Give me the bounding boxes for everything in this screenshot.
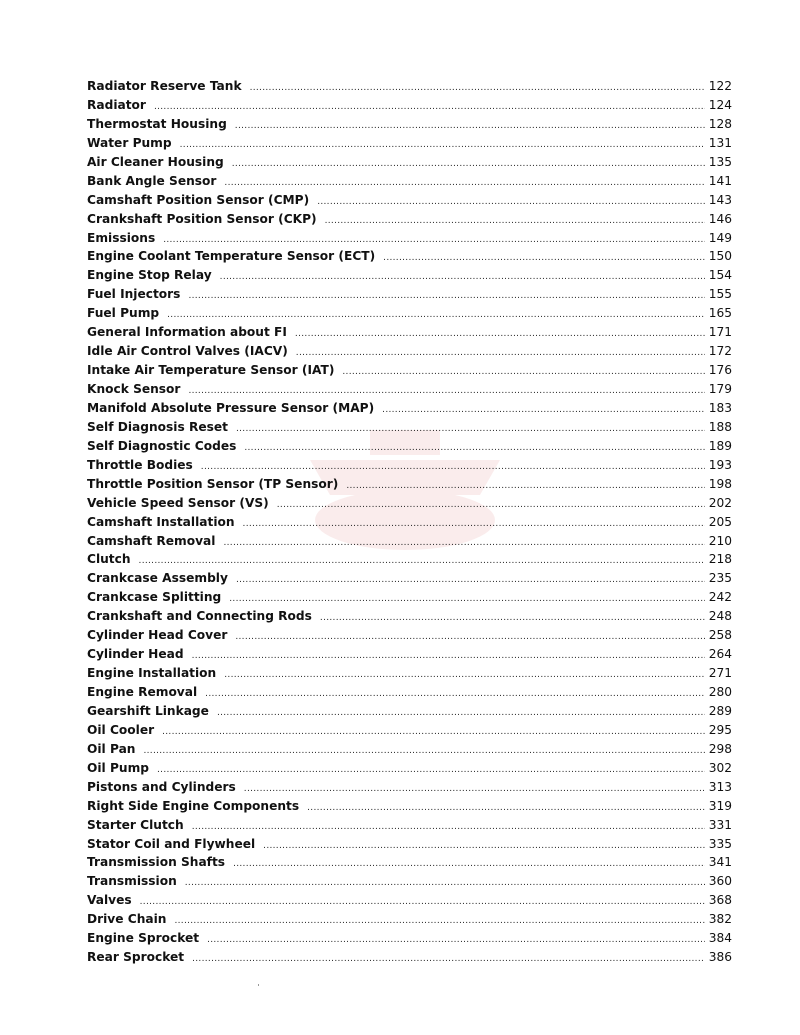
toc-entry-page: 193 [708, 457, 732, 472]
toc-entry[interactable] [87, 666, 732, 685]
toc-entry-title: Radiator Reserve Tank [87, 79, 242, 93]
dot-leader [167, 310, 705, 320]
dot-leader [233, 859, 705, 869]
toc-entry-page: 382 [708, 912, 732, 927]
dot-leader [325, 216, 705, 226]
toc-entry-title: Crankcase Assembly [87, 571, 228, 586]
toc-entry[interactable] [87, 496, 732, 515]
toc-entry-page: 386 [708, 950, 732, 965]
toc-entry-title: Vehicle Speed Sensor (VS) [87, 495, 269, 510]
toc-entry[interactable] [87, 647, 732, 666]
toc-entry-page: 146 [708, 211, 732, 226]
toc-entry[interactable] [87, 893, 732, 912]
dot-leader [236, 424, 705, 434]
toc-entry-page: 335 [708, 836, 732, 851]
toc-entry-title: Bank Angle Sensor [87, 173, 217, 188]
toc-entry-page: 368 [708, 893, 732, 908]
toc-entry[interactable] [87, 799, 732, 818]
toc-entry-title: Transmission [87, 874, 177, 889]
toc-entry-page: 218 [708, 552, 732, 567]
toc-entry-title: Engine Coolant Temperature Sensor (ECT) [87, 249, 376, 264]
toc-entry[interactable] [87, 628, 732, 647]
dot-leader [317, 197, 705, 207]
toc-entry[interactable] [87, 458, 732, 477]
dot-leader [224, 178, 704, 188]
toc-entry-title: Intake Air Temperature Sensor (IAT) [87, 363, 335, 378]
toc-entry-title: Crankcase Splitting [87, 590, 222, 605]
dot-leader [180, 140, 705, 150]
toc-entry-title: Throttle Bodies [87, 457, 193, 472]
toc-entry-page: 128 [708, 116, 732, 131]
toc-entry-title: Drive Chain [87, 912, 167, 927]
dot-leader [220, 272, 705, 282]
dot-leader [382, 405, 705, 415]
dot-leader [154, 102, 705, 112]
dot-leader [232, 159, 705, 169]
toc-entry[interactable] [87, 382, 732, 401]
toc-entry-title: Manifold Absolute Pressure Sensor (MAP) [87, 400, 375, 415]
toc-entry[interactable] [87, 249, 732, 268]
toc-entry-page: 242 [708, 590, 732, 605]
toc-entry[interactable] [87, 477, 732, 496]
toc-entry[interactable] [87, 231, 732, 250]
toc-entry-title: Fuel Pump [87, 306, 160, 321]
dot-leader [205, 689, 705, 699]
toc-entry-page: 122 [708, 79, 732, 93]
toc-entry-page: 176 [708, 363, 732, 378]
toc-entry-page: 235 [708, 571, 732, 586]
toc-entry-title: Emissions [87, 230, 156, 245]
toc-entry-title: Idle Air Control Valves (IACV) [87, 344, 288, 359]
dot-leader [188, 291, 704, 301]
toc-entry-title: Cylinder Head [87, 647, 184, 662]
toc-entry[interactable] [87, 325, 732, 344]
dot-leader [224, 670, 704, 680]
toc-entry[interactable] [87, 193, 732, 212]
toc-entry-page: 183 [708, 400, 732, 415]
toc-entry-title: Engine Removal [87, 685, 198, 699]
toc-entry-title: Camshaft Installation [87, 514, 235, 529]
toc-entry-page: 143 [708, 192, 732, 207]
toc-entry-title: Crankshaft and Connecting Rods [87, 609, 312, 624]
toc-entry-page: 319 [708, 798, 732, 813]
toc-entry[interactable] [87, 874, 732, 893]
toc-entry-title: Clutch [87, 552, 131, 567]
toc-entry-title: Camshaft Position Sensor (CMP) [87, 192, 310, 207]
toc-entry-page: 341 [708, 855, 732, 870]
toc-entry-title: Self Diagnostic Codes [87, 438, 237, 453]
toc-entry[interactable] [87, 155, 732, 174]
toc-entry-page: 171 [708, 325, 732, 340]
toc-entry-page: 188 [708, 419, 732, 434]
toc-entry[interactable] [87, 723, 732, 742]
toc-entry-title: Knock Sensor [87, 382, 181, 396]
toc-entry[interactable] [87, 742, 732, 761]
dot-leader [346, 481, 704, 491]
toc-entry[interactable] [87, 439, 732, 458]
scan-speck [258, 984, 259, 986]
toc-entry-page: 179 [708, 382, 732, 396]
toc-entry[interactable] [87, 912, 732, 931]
dot-leader [188, 386, 704, 396]
dot-leader [139, 556, 705, 566]
dot-leader [295, 329, 705, 339]
toc-entry[interactable] [87, 212, 732, 231]
toc-entry-title: Throttle Position Sensor (TP Sensor) [87, 476, 339, 491]
dot-leader [277, 500, 705, 510]
toc-entry-page: 141 [708, 173, 732, 188]
toc-entry[interactable] [87, 401, 732, 420]
toc-entry[interactable] [87, 287, 732, 306]
toc-entry[interactable] [87, 306, 732, 325]
toc-entry-page: 331 [708, 817, 732, 832]
dot-leader [157, 765, 705, 775]
toc-entry-page: 313 [708, 779, 732, 794]
toc-entry[interactable] [87, 79, 732, 98]
toc-entry-title: Engine Stop Relay [87, 268, 212, 283]
toc-entry[interactable] [87, 552, 732, 571]
toc-entry[interactable] [87, 685, 732, 704]
dot-leader [342, 367, 704, 377]
toc-entry[interactable] [87, 704, 732, 723]
dot-leader [140, 897, 705, 907]
toc-entry-page: 131 [708, 135, 732, 150]
toc-entry[interactable] [87, 950, 732, 969]
toc-entry-page: 384 [708, 931, 732, 946]
toc-entry-page: 258 [708, 628, 732, 643]
toc-entry-page: 149 [708, 230, 732, 245]
toc-entry[interactable] [87, 174, 732, 193]
toc-entry[interactable] [87, 534, 732, 553]
toc-entry-page: 155 [708, 287, 732, 302]
toc-entry[interactable] [87, 818, 732, 837]
toc-entry-page: 248 [708, 609, 732, 624]
toc-entry-title: Crankshaft Position Sensor (CKP) [87, 211, 317, 226]
toc-entry-title: Engine Sprocket [87, 931, 200, 946]
toc-entry-title: Valves [87, 893, 132, 908]
toc-entry-title: General Information about FI [87, 325, 287, 340]
dot-leader [235, 121, 705, 131]
dot-leader [217, 708, 705, 718]
toc-entry-page: 205 [708, 514, 732, 529]
toc-entry-page: 198 [708, 476, 732, 491]
toc-entry-page: 154 [708, 268, 732, 283]
toc-entry-title: Starter Clutch [87, 817, 184, 832]
toc-entry-title: Water Pump [87, 135, 172, 150]
toc-entry-title: Engine Installation [87, 666, 217, 681]
dot-leader [307, 803, 705, 813]
dot-leader [207, 935, 705, 945]
toc-entry-page: 280 [708, 685, 732, 699]
dot-leader [192, 822, 705, 832]
toc-entry-page: 264 [708, 647, 732, 662]
dot-leader [243, 519, 705, 529]
toc-entry-title: Right Side Engine Components [87, 798, 300, 813]
toc-entry-title: Self Diagnosis Reset [87, 419, 228, 434]
dot-leader [320, 613, 705, 623]
toc-entry-title: Oil Pump [87, 760, 149, 775]
toc-entry-title: Stator Coil and Flywheel [87, 836, 256, 851]
toc-entry-title: Rear Sprocket [87, 950, 185, 965]
toc-entry-page: 165 [708, 306, 732, 321]
toc-entry[interactable] [87, 761, 732, 780]
toc-entry-page: 210 [708, 533, 732, 548]
toc-entry[interactable] [87, 268, 732, 287]
toc-entry-title: Cylinder Head Cover [87, 628, 228, 643]
toc-entry[interactable] [87, 590, 732, 609]
toc-entry[interactable] [87, 117, 732, 136]
toc-entry-page: 189 [708, 438, 732, 453]
toc-entry[interactable] [87, 363, 732, 382]
dot-leader [163, 235, 705, 245]
dot-leader [250, 83, 705, 93]
dot-leader [244, 443, 704, 453]
dot-leader [143, 746, 704, 756]
toc-entry-page: 172 [708, 344, 732, 359]
toc-entry[interactable] [87, 837, 732, 856]
toc-entry-page: 271 [708, 666, 732, 681]
dot-leader [185, 878, 705, 888]
dot-leader [263, 841, 705, 851]
toc-entry-title: Air Cleaner Housing [87, 154, 224, 169]
toc-entry-title: Pistons and Cylinders [87, 779, 236, 794]
toc-entry-page: 302 [708, 760, 732, 775]
toc-entry-page: 298 [708, 741, 732, 756]
toc-entry[interactable] [87, 855, 732, 874]
toc-entry-title: Oil Cooler [87, 722, 155, 737]
dot-leader [236, 575, 705, 585]
toc-entry-title: Camshaft Removal [87, 533, 216, 548]
dot-leader [223, 538, 704, 548]
table-of-contents [87, 79, 732, 969]
toc-entry[interactable] [87, 420, 732, 439]
toc-entry-title: Transmission Shafts [87, 855, 226, 870]
toc-entry[interactable] [87, 136, 732, 155]
dot-leader [174, 916, 704, 926]
toc-entry-page: 150 [708, 249, 732, 264]
toc-entry-title: Thermostat Housing [87, 116, 227, 131]
toc-entry-title: Radiator [87, 97, 146, 112]
dot-leader [244, 784, 705, 794]
toc-entry[interactable] [87, 344, 732, 363]
dot-leader [192, 651, 705, 661]
dot-leader [229, 594, 704, 604]
dot-leader [235, 632, 704, 642]
dot-leader [192, 954, 705, 964]
toc-entry-page: 360 [708, 874, 732, 889]
toc-entry[interactable] [87, 931, 732, 950]
toc-entry[interactable] [87, 780, 732, 799]
dot-leader [296, 348, 705, 358]
toc-entry[interactable] [87, 515, 732, 534]
toc-entry[interactable] [87, 609, 732, 628]
toc-entry-title: Oil Pan [87, 741, 136, 756]
toc-entry-page: 295 [708, 722, 732, 737]
toc-entry-title: Gearshift Linkage [87, 703, 209, 718]
toc-entry-page: 124 [708, 97, 732, 112]
toc-entry[interactable] [87, 98, 732, 117]
toc-entry[interactable] [87, 571, 732, 590]
dot-leader [201, 462, 705, 472]
dot-leader [162, 727, 705, 737]
toc-entry-title: Fuel Injectors [87, 287, 181, 302]
toc-entry-page: 202 [708, 495, 732, 510]
toc-entry-page: 135 [708, 154, 732, 169]
toc-entry-page: 289 [708, 703, 732, 718]
dot-leader [383, 253, 705, 263]
